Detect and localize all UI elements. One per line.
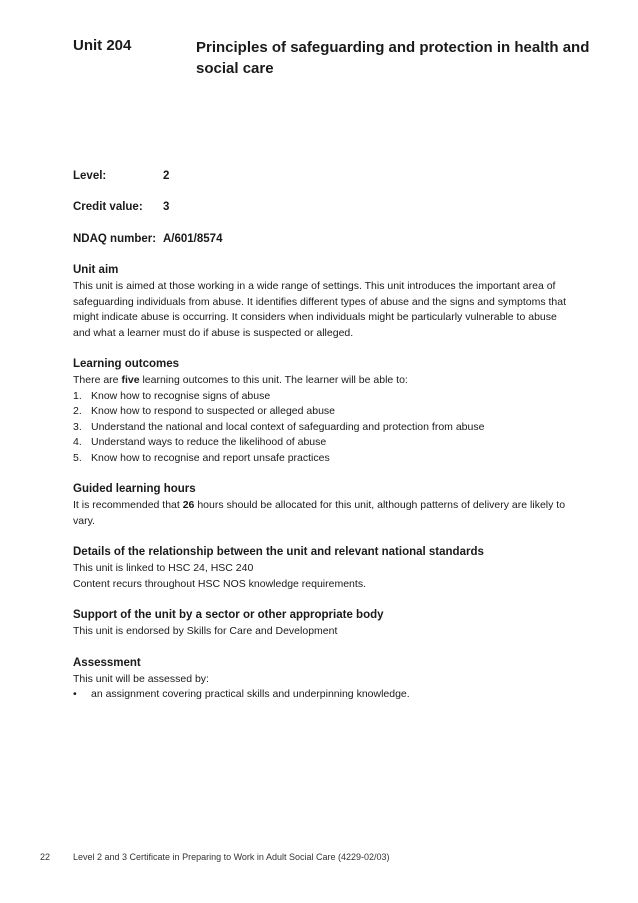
assessment-list: [73, 687, 573, 703]
level-value: 2: [163, 170, 170, 182]
item-text: Know how to recognise signs of abuse: [91, 389, 271, 402]
level-row: [73, 170, 170, 182]
unit-aim-text: This unit is aimed at those working in a wide range of settings. This unit introduces the important area of safeguarding individuals from abuse. It identifies different types of abuse and the signs and symptoms that might indicate abuse is occurring. It considers when individuals might be particularly vulnerable to abuse and what a learner must do if abuse is suspected or alleged.: [73, 280, 567, 339]
relationship-line-2: Content recurs throughout HSC NOS knowledge requirements.: [73, 577, 366, 590]
item-text: Understand ways to reduce the likelihood of abuse: [91, 436, 327, 448]
unit-title: Principles of safeguarding and protection in health and social care: [196, 39, 590, 77]
bullet-icon: •: [73, 688, 77, 700]
unit-aim-heading: Unit aim: [73, 264, 119, 276]
credit-row: [73, 201, 170, 213]
list-item: [73, 451, 573, 467]
support-heading: Support of the unit by a sector or other appropriate body: [73, 609, 384, 621]
intro-text-end: learning outcomes to this unit. The learner will be able to:: [139, 374, 408, 386]
level-label: Level:: [73, 170, 107, 182]
hours-text-end: hours should be allocated for this unit, although patterns of delivery are likely to vary.: [73, 499, 566, 527]
learning-outcomes-section: [73, 356, 573, 466]
support-section: [73, 607, 573, 640]
item-number: 1.: [73, 389, 82, 402]
learning-outcomes-intro: [73, 373, 573, 389]
footer-text: Level 2 and 3 Certificate in Preparing to Work in Adult Social Care (4229-02/03): [73, 852, 390, 862]
assessment-heading: Assessment: [73, 656, 141, 669]
unit-number: Unit 204: [73, 37, 132, 54]
assessment-intro: This unit will be assessed by:: [73, 672, 209, 685]
unit-content: [73, 262, 573, 718]
unit-aim-section: [73, 262, 573, 341]
learning-outcomes-list: [73, 389, 573, 467]
intro-count: five: [121, 374, 140, 386]
credit-label: Credit value:: [73, 201, 143, 213]
ndaq-row: [73, 233, 223, 245]
item-text: an assignment covering practical skills and underpinning knowledge.: [91, 688, 410, 700]
item-text: Understand the national and local context of safeguarding and protection from abuse: [91, 420, 485, 433]
guided-hours-heading: Guided learning hours: [73, 483, 196, 495]
guided-hours-text: [73, 498, 573, 529]
list-item: [73, 435, 573, 451]
assessment-section: [73, 655, 573, 703]
support-text: This unit is endorsed by Skills for Care and Development: [73, 625, 338, 637]
page-footer: [40, 852, 390, 862]
learning-outcomes-heading: Learning outcomes: [73, 358, 180, 370]
page-number: 22: [40, 852, 51, 862]
item-number: 5.: [73, 451, 82, 464]
item-number: 2.: [73, 405, 82, 417]
relationship-line-1: This unit is linked to HSC 24, HSC 240: [73, 562, 254, 574]
item-number: 4.: [73, 436, 82, 448]
item-text: Know how to recognise and report unsafe practices: [91, 451, 330, 464]
list-item: [73, 389, 573, 405]
list-item: [73, 687, 573, 703]
ndaq-value: A/601/8574: [163, 233, 223, 245]
item-text: Know how to respond to suspected or alleged abuse: [91, 405, 335, 417]
credit-value: 3: [163, 201, 170, 213]
guided-hours-section: [73, 481, 573, 529]
hours-text-start: It is recommended that: [73, 499, 183, 511]
relationship-section: [73, 544, 573, 592]
hours-count: 26: [182, 499, 195, 511]
ndaq-label: NDAQ number:: [73, 233, 157, 245]
list-item: [73, 404, 573, 420]
item-number: 3.: [73, 420, 82, 433]
relationship-heading: Details of the relationship between the unit and relevant national standards: [73, 546, 484, 558]
list-item: [73, 420, 573, 436]
intro-text-start: There are: [73, 374, 122, 386]
